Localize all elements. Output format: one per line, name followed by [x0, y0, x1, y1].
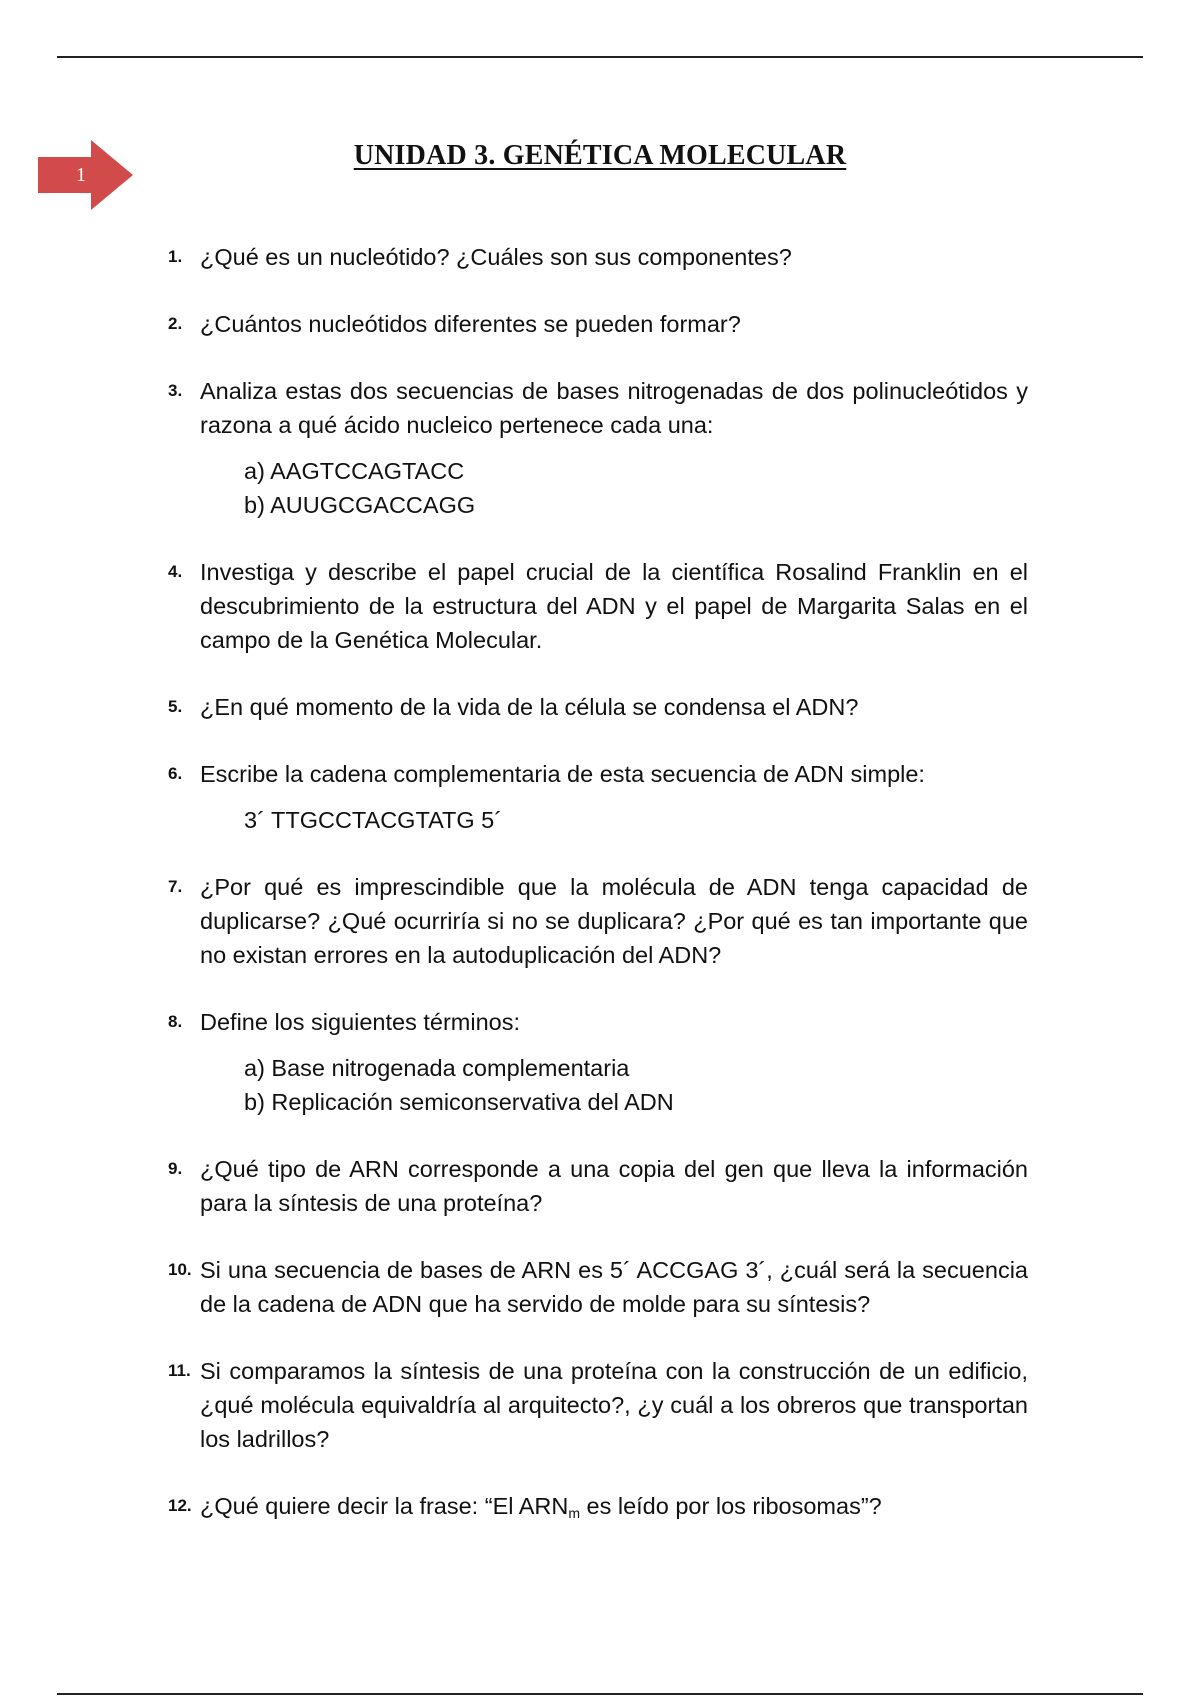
question-number: 8.: [168, 1012, 183, 1031]
sequence-list: [244, 803, 1028, 837]
question-item: [168, 555, 1028, 657]
question-list: [168, 240, 1028, 1563]
question-item: [168, 307, 1028, 341]
question-text: Define los siguientes términos:: [200, 1009, 521, 1035]
bottom-rule: [57, 1693, 1143, 1695]
sequence-item: 3´ TTGCCTACGTATG 5´: [244, 807, 503, 833]
sequence-item: a) AAGTCCAGTACC: [244, 458, 465, 484]
question-item: [168, 870, 1028, 972]
question-text: ¿Qué tipo de ARN corresponde a una copia del gen que lleva la información para la síntesis de una proteína?: [200, 1156, 1028, 1216]
question-number: 10.: [168, 1260, 192, 1279]
question-item: [168, 1354, 1028, 1456]
page-number: 1: [76, 164, 86, 186]
question-item: [168, 1005, 1028, 1119]
question-text: Si una secuencia de bases de ARN es 5´ ACCGAG 3´, ¿cuál será la secuencia de la cadena de ADN que ha servido de molde para su síntesis?: [200, 1257, 1028, 1317]
question-number: 7.: [168, 877, 183, 896]
subscript-m: m: [568, 1505, 580, 1521]
question-item: [168, 240, 1028, 274]
question-number: 6.: [168, 764, 183, 783]
question-item: [168, 757, 1028, 837]
question-item: [168, 690, 1028, 724]
question-item: [168, 1152, 1028, 1220]
question-text: ¿Qué es un nucleótido? ¿Cuáles son sus componentes?: [200, 244, 792, 270]
sequence-item: b) AUUGCGACCAGG: [244, 492, 476, 518]
question-text: [200, 1489, 1028, 1530]
question-text: ¿Cuántos nucleótidos diferentes se pueden formar?: [200, 311, 741, 337]
term-item: b) Replicación semiconservativa del ADN: [244, 1089, 674, 1115]
question-text: ¿En qué momento de la vida de la célula se condensa el ADN?: [200, 694, 859, 720]
sequence-list: [244, 454, 1028, 522]
page-title: UNIDAD 3. GENÉTICA MOLECULAR: [353, 140, 847, 171]
question-number: 3.: [168, 381, 183, 400]
question-text-before: ¿Qué quiere decir la frase: “El ARN: [200, 1493, 569, 1519]
question-number: 12.: [168, 1496, 192, 1515]
question-item: [168, 374, 1028, 522]
question-number: 4.: [168, 562, 183, 581]
top-rule: [57, 56, 1143, 58]
question-number: 1.: [168, 247, 183, 266]
question-text: Analiza estas dos secuencias de bases nitrogenadas de dos polinucleótidos y razona a qué ácido nucleico pertenece cada una:: [200, 378, 1028, 438]
question-text: Si comparamos la síntesis de una proteína con la construcción de un edificio, ¿qué molécula equivaldría al arquitecto?, ¿y cuál a los obreros que transportan los ladrillos?: [200, 1358, 1028, 1452]
question-text: Investiga y describe el papel crucial de la científica Rosalind Franklin en el descubrimiento de la estructura del ADN y el papel de Margarita Salas en el campo de la Genética Molecular.: [200, 559, 1028, 653]
question-text: ¿Por qué es imprescindible que la molécula de ADN tenga capacidad de duplicarse? ¿Qué ocurriría si no se duplicara? ¿Por qué es tan importante que no existan errores en la autoduplicación del ADN?: [200, 874, 1028, 968]
question-text-after: es leído por los ribosomas”?: [579, 1493, 882, 1519]
question-item: [168, 1489, 1028, 1530]
question-text: Escribe la cadena complementaria de esta secuencia de ADN simple:: [200, 761, 925, 787]
question-number: 2.: [168, 314, 183, 333]
question-number: 9.: [168, 1159, 183, 1178]
terms-list: [244, 1051, 1028, 1119]
question-number: 11.: [168, 1361, 191, 1380]
term-item: a) Base nitrogenada complementaria: [244, 1055, 630, 1081]
question-number: 5.: [168, 697, 183, 716]
question-item: [168, 1253, 1028, 1321]
